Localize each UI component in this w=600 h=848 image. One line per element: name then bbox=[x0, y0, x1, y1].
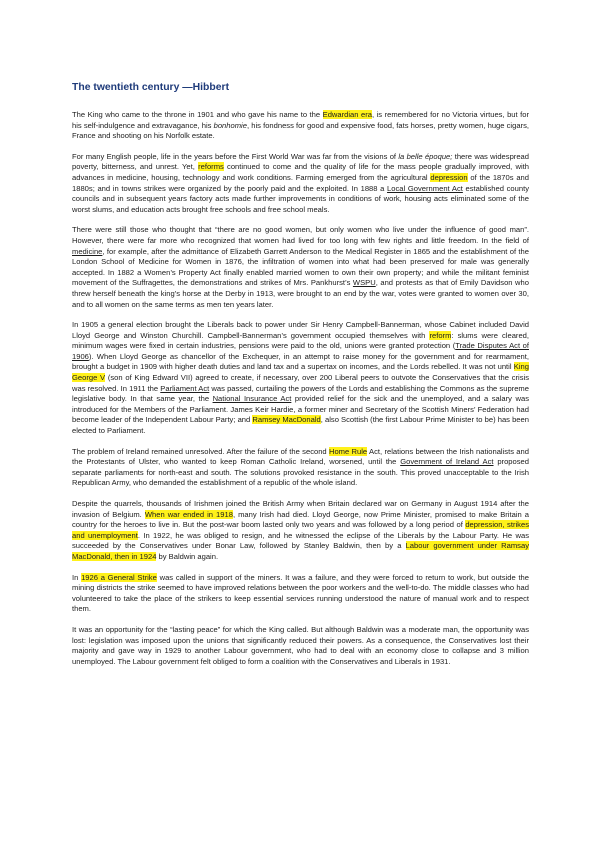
page-title: The twentieth century —Hibbert bbox=[72, 82, 230, 93]
text-run: The problem of Ireland remained unresolved. After the failure of the second bbox=[72, 446, 329, 456]
text-run: , many Irish had died. Lloyd George, now Prime Minister, promised to make Britain a country for the heroes to live in. But the post-war boom lasted only two years and was followed by a long period of bbox=[72, 509, 529, 530]
highlighted-text: depression bbox=[430, 172, 468, 182]
text-run: In 1905 a general election brought the Liberals back to power under Sir Henry Campbell-Bannerman, whose Cabinet included David Lloyd George and Winston Churchill. Campbell-Bannerman’s government occupied themselves with bbox=[72, 320, 529, 340]
text-run: (son of King Edward VII) agreed to create, if necessary, over 200 Liberal peers to outvote the Conservatives that the crisis was resolved. In 1911 the bbox=[72, 373, 529, 393]
text-run: For many English people, life in the years before the First World War was far from the visions of bbox=[72, 151, 399, 161]
text-run: , also Scottish (the first Labour Prime Minister to be) has been elected to Parliament. bbox=[72, 415, 529, 436]
document-body bbox=[72, 110, 529, 667]
italic-text: bonhomie bbox=[213, 120, 247, 130]
text-run: , his fondness for good and expensive food, fats horses, pretty women, huge cigars, France and shooting on his Norfolk estate. bbox=[72, 120, 529, 141]
text-run: It was an opportunity for the “lasting peace” for which the King called. But although Baldwin was a moderate man, the opportunity was lost: legislation was imposed upon the unions that significantly reduced their powers. As a consequence, the Conservatives lost their majority and gave way in 1929 to another Labour government, who had to deal with an economy close to collapse and 3 million unemployed. The Labour government felt obliged to form a coalition with the Conservatives and Liberals in 1931. bbox=[72, 624, 529, 666]
text-run: The King who came to the throne in 1901 and who gave his name to the bbox=[72, 110, 323, 119]
text-run: proposed separate parliaments for north-east and south. The solutions provoked resistance in the south. This proved unacceptable to the Irish Republican Army, who demanded the establishment of a republic of the whole island. bbox=[72, 457, 529, 488]
paragraph bbox=[72, 225, 529, 310]
text-run: . In 1922, he was obliged to resign, and he witnessed the eclipse of the Liberals by the Labour Party. He was succeeded by the Conservatives under Bonar Law, followed by Stanley Baldwin, then by a bbox=[72, 530, 529, 551]
underlined-text: Parliament Act bbox=[160, 383, 210, 393]
underlined-text: Government of Ireland Act bbox=[400, 457, 494, 467]
highlighted-text: Ramsey MacDonald bbox=[252, 415, 321, 425]
highlighted-text: Edwardian era bbox=[322, 110, 372, 119]
italic-text: la belle époque; bbox=[398, 151, 453, 161]
paragraph bbox=[72, 110, 529, 142]
text-run: by Baldwin again. bbox=[156, 551, 219, 561]
highlighted-text: King George V bbox=[72, 362, 529, 383]
text-run: there was widespread poverty, bitterness, and unrest. Yet, bbox=[72, 151, 530, 172]
text-run: : slums were cleared, minimum wages were fixed in certain industries, pensions were paid to the old, unions were granted protection ( bbox=[72, 330, 529, 351]
highlighted-text: reforms bbox=[198, 162, 224, 172]
underlined-text: medicine bbox=[72, 246, 103, 256]
text-run: was passed, curtailing the powers of the Lords and establishing the Commons as the supreme legislative body. In that same year, the bbox=[72, 383, 529, 404]
paragraph bbox=[72, 152, 529, 216]
highlighted-text: reform bbox=[429, 330, 452, 340]
paragraph bbox=[72, 573, 529, 615]
paragraph bbox=[72, 320, 529, 437]
highlighted-text: Labour government under Ramsay MacDonald, then in 1924 bbox=[72, 541, 529, 561]
text-run: ). When Lloyd George as chancellor of the Exchequer, in an attempt to raise money for the government and for rearmament, brought a budget in 1909 with higher death duties and land tax and a supertax on incomes, and the Lords rebelled. It was not until bbox=[72, 351, 529, 372]
highlighted-text: 1926 a General Strike bbox=[81, 572, 157, 582]
paragraph bbox=[72, 447, 529, 489]
text-run: provided relief for the sick and the unemployed, and a salary was introduced for the Members of the Parliament. James Keir Hardie, a former miner and Secretary of the Scottish Miners’ Federation had become leader of the Independent Labour Party; and bbox=[72, 394, 529, 425]
text-run: There were still those who thought that “there are no good women, but only women who live under the influence of good man”. However, there were far more who recognized that women had lived for too long with few rights and little freedom. In the field of bbox=[72, 225, 529, 245]
underlined-text: National Insurance Act bbox=[212, 394, 292, 404]
text-run: In bbox=[72, 572, 82, 582]
underlined-text: WSPU bbox=[352, 278, 376, 288]
text-run: established county councils and in subsequent years factory acts made further improvements in conditions of work, housing acts eliminated some of the worst slums, and education acts brought free schools and free school meals. bbox=[72, 183, 529, 214]
text-run: of the 1870s and 1880s; and in towns strikes were organized by the poorly paid and the exploited. In 1888 a bbox=[72, 172, 529, 193]
highlighted-text: Home Rule bbox=[328, 446, 368, 456]
document-page bbox=[72, 82, 529, 677]
highlighted-text: depression, strikes and unemployment bbox=[72, 520, 530, 540]
text-run: , is remembered for no Victoria virtues, but for his self-indulgence and extravagance, his bbox=[72, 110, 529, 130]
underlined-text: Local Government Act bbox=[387, 183, 463, 193]
highlighted-text: When war ended in 1918 bbox=[144, 509, 233, 519]
paragraph bbox=[72, 499, 529, 563]
text-run: Despite the quarrels, thousands of Irishmen joined the British Army when Britain declared war on Germany in August 1914 after the invasion of Belgium. bbox=[72, 499, 529, 519]
text-run: was called in support of the miners. It was a failure, and they were forced to return to work, but outside the mining districts the strike seemed to have improved relations between the poor workers and the well-to-do. The middle classes who had volunteered to take the place of the strikers to keep essential services running understood the nature of manual work and to respect them. bbox=[72, 572, 530, 614]
paragraph bbox=[72, 625, 529, 667]
text-run: , and protests as that of Emily Davidson who threw herself beneath the king’s horse at the Derby in 1913, were brought to an end by the war, votes were granted to women over 30, and to all women on the same terms as men ten years later. bbox=[72, 278, 529, 309]
underlined-text: Trade Disputes Act of 1906 bbox=[72, 341, 529, 361]
text-run: Act, relations between the Irish nationalists and the Protestants of Ulster, who wanted to keep Roman Catholic Ireland, worsened, until the bbox=[72, 446, 529, 467]
text-run: , for example, after the admittance of Elizabeth Garrett Anderson to the Medical Register in 1865 and the establishment of the London School of Medicine for Women in 1876, the infiltration of women into what had been preserved for male was generally accepted. In 1882 a Women’s Property Act finally enabled married women to own their own property; and while the militant feminist movement of the Suffragettes, the demonstrations and strikes of Mrs. Pankhurst’s bbox=[72, 246, 529, 288]
text-run: continued to come and the quality of life for the mass people gradually improved, with advances in medicine, housing, technology and work conditions. Farming emerged from the agricultural bbox=[72, 162, 529, 182]
